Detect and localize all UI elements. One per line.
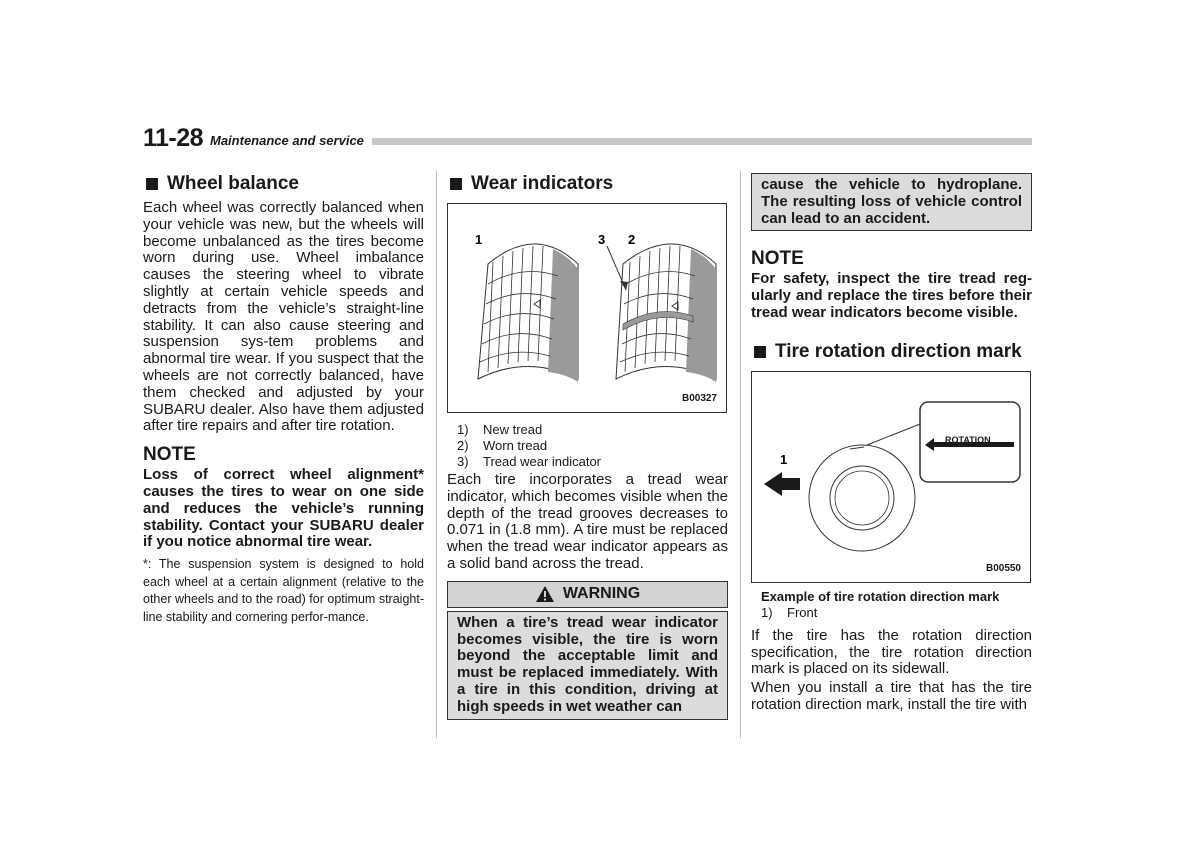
- square-bullet-icon: [450, 178, 462, 190]
- wear-indicators-heading: Wear indicators: [447, 170, 728, 198]
- fig-label-1: 1: [780, 451, 788, 467]
- wheel-rim: [830, 466, 894, 530]
- header-rule: [372, 138, 1032, 145]
- callout-leader-line: [867, 424, 920, 445]
- warning-continued: cause the vehicle to hydroplane. The resulting loss of vehicle control can lead to an accident.: [761, 176, 1022, 227]
- new-tread-tire: [478, 244, 578, 382]
- legend-item: 2) Worn tread: [457, 438, 548, 453]
- column-tire-rotation: [751, 170, 1032, 714]
- legend-item: 1) Front: [761, 604, 818, 620]
- rotation-legend: [751, 605, 1032, 621]
- page-number: 11-28: [143, 124, 204, 152]
- rotation-body-2: When you install a tire that has the tire rotation direction mark, install the tire with: [751, 679, 1032, 713]
- section-title: Maintenance and service: [210, 133, 364, 148]
- wheel-balance-body: Each wheel was correctly balanced when your vehicle was new, but the wheels will become unbalanced as the tires become worn during use. Wheel imbalance causes the steering wheel to vibrate slightly at certain vehicle speeds and detracts from the vehicle’s straight-line stability. It can also cause steering and suspension sys-tem problems and abnormal tire wear. If you suspect that the wheels are not correctly balanced, have them checked and adjusted by your SUBARU dealer. Also have them adjusted after tire repairs and after tire rotation.: [143, 199, 424, 435]
- column-wear-indicators: [447, 170, 728, 720]
- rotation-mark-figure: [751, 371, 1031, 583]
- rotation-illustration: [752, 372, 1030, 582]
- note-body: Loss of correct wheel alignment* causes the tires to wear on one side and reduces the vehicle’s running stability. Contact your SUBARU dealer if you notice abnormal tire wear.: [143, 466, 424, 551]
- wheel-balance-heading: Wheel balance: [143, 170, 424, 198]
- warning-triangle-icon: [535, 585, 555, 603]
- fig-label-3: 3: [598, 232, 606, 247]
- legend-item: 3) Tread wear indicator: [457, 454, 602, 469]
- legend-item: 1) New tread: [457, 422, 543, 437]
- note-heading: NOTE: [751, 248, 804, 270]
- warning-body: When a tire’s tread wear indicator becomes visible, the tire is worn beyond the acceptable limit and must be replaced immediately. With a tire in this condition, driving at high speeds in wet weather can: [457, 613, 718, 715]
- figure-code: B00327: [681, 393, 717, 404]
- wear-legend: [447, 422, 728, 470]
- note-heading: NOTE: [143, 444, 196, 466]
- rotation-text: ROTATION: [945, 434, 991, 445]
- warning-box: [447, 611, 728, 720]
- front-arrow-icon: [764, 472, 800, 496]
- column-divider: [740, 170, 741, 738]
- fig-label-1: 1: [475, 232, 483, 247]
- worn-tread-tire: [616, 244, 716, 382]
- rotation-body-1: If the tire has the rotation direction specification, the tire rotation direction mark is placed on its sidewall.: [751, 626, 1032, 678]
- figure-caption: Example of tire rotation direction mark: [761, 588, 1000, 604]
- warning-header: WARNING: [447, 581, 728, 608]
- footnote: *: The suspension system is designed to hold each wheel at a certain alignment (relative to the other wheels and to the road) for optimum straight-line stability and cornering perfor-mance.: [143, 557, 424, 624]
- column-divider: [436, 170, 437, 738]
- wear-indicator-figure: [447, 203, 727, 413]
- square-bullet-icon: [754, 346, 766, 358]
- fig-label-2: 2: [628, 232, 636, 247]
- tire-rotation-heading: Tire rotation direction mark: [751, 338, 1032, 366]
- note-body: For safety, inspect the tire tread reg-ularly and replace the tires before their tread wear indicators become visible.: [751, 270, 1032, 321]
- column-wheel-balance: [143, 170, 424, 627]
- warning-box-continued: [751, 173, 1032, 231]
- square-bullet-icon: [146, 178, 158, 190]
- wear-indicators-body: Each tire incorporates a tread wear indicator, which becomes visible when the depth of the tread grooves decreases to 0.071 in (1.8 mm). A tire must be replaced when the tread wear indicator appears as a solid band across the tread.: [447, 471, 728, 572]
- tread-illustration: [448, 204, 726, 412]
- figure-code: B00550: [985, 562, 1021, 574]
